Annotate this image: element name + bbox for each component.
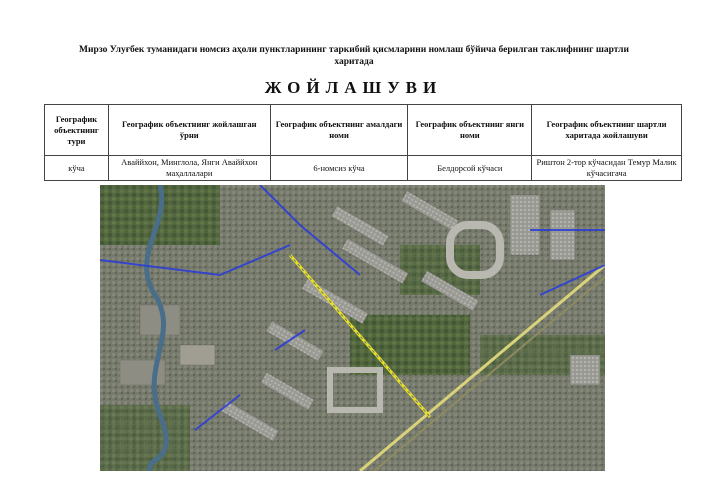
table-header-row xyxy=(45,105,682,156)
table-cell-map-position: Риштон 2-тор кўчасидан Темур Малик кўчасигача xyxy=(532,156,682,181)
satellite-map xyxy=(100,185,605,471)
info-table xyxy=(44,104,682,181)
column-header: Географик объектнинг шартли харитада жойлашуви xyxy=(532,105,682,156)
column-header: Географик объектнинг жойлашган ўрни xyxy=(108,105,270,156)
column-header: Географик объектнинг тури xyxy=(45,105,109,156)
document-subtitle: Мирзо Улуғбек туманидаги номсиз аҳоли пунктларининг таркибий қисмларини номлаш бўйича берилган таклифнинг шартли харитада xyxy=(79,45,629,67)
column-header: Географик объектнинг янги номи xyxy=(408,105,532,156)
table-row xyxy=(45,156,682,181)
table-cell-current-name: 6-номсиз кўча xyxy=(270,156,408,181)
table-cell-type: кўча xyxy=(45,156,109,181)
table-cell-location: Аваййхон, Минглола, Янги Аваййхон маҳаллалари xyxy=(108,156,270,181)
column-header: Географик объектнинг амалдаги номи xyxy=(270,105,408,156)
table-cell-new-name: Белдорсой кўчаси xyxy=(408,156,532,181)
document-title: ЖОЙЛАШУВИ xyxy=(264,78,443,97)
